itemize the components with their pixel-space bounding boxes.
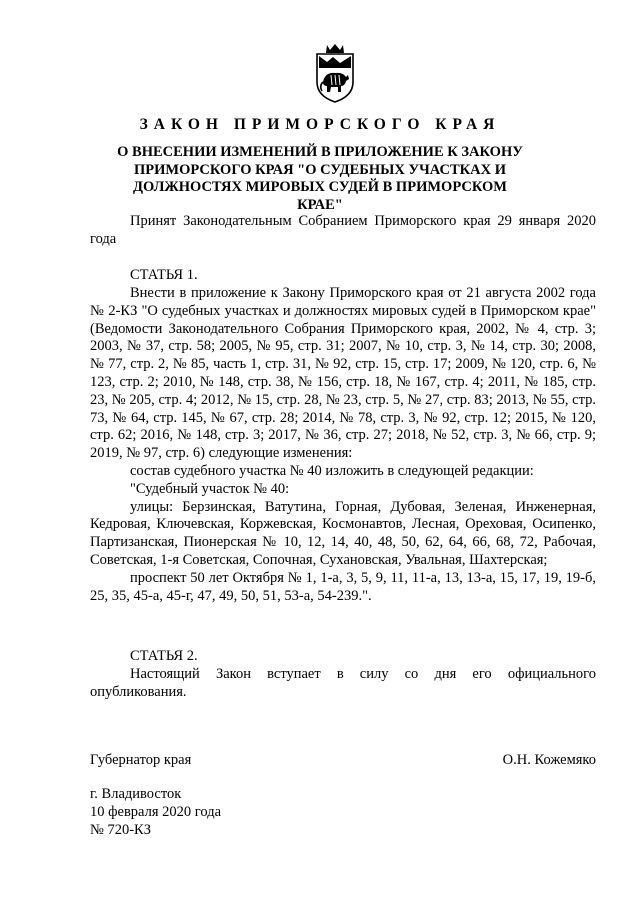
article-2-body: Настоящий Закон вступает в силу со дня его официального опубликования. (90, 666, 596, 700)
adopted-statement: Принят Законодательным Собранием Приморского края 29 января 2020 года (90, 213, 596, 247)
document-footer (90, 786, 390, 839)
coat-of-arms-icon (313, 42, 357, 104)
article-1-paragraph: "Судебный участок № 40: (130, 480, 290, 497)
article-2-heading: СТАТЬЯ 2. (130, 648, 198, 664)
law-title: ЗАКОН ПРИМОРСКОГО КРАЯ (139, 116, 501, 133)
article-1-body (90, 285, 596, 605)
signatory-position: Губернатор края (90, 752, 192, 768)
article-1-paragraph: улицы: Берзинская, Ватутина, Горная, Дубовая, Зеленая, Инженерная, Кедровая, Ключевская, Коржевская, Космонавтов, Лесная, Ореховая, Осипенко, Партизанская, Пионерская № 10, 12, 14, 40, 48, 50, 62, 64, 66, 68, 72, Рабочая, Советская, 1-я Советская, Сопочная, Сухановская, Увальная, Шахтерская; (90, 498, 596, 568)
footer-city: г. Владивосток (90, 786, 182, 802)
footer-date: 10 февраля 2020 года (90, 803, 222, 820)
article-1-heading: СТАТЬЯ 1. (130, 267, 198, 283)
article-1-paragraph: Внести в приложение к Закону Приморского края от 21 августа 2002 года № 2-КЗ "О судебных участках и должностях мировых судей в Приморском крае" (Ведомости Законодательного Собрания Приморского края, 2002, № 4, стр. 3; 2003, № 37, стр. 58; 2005, № 95, стр. 31; 2007, № 10, стр. 3, № 14, стр. 30; 2008, № 77, стр. 2, № 85, часть 1, стр. 31, № 92, стр. 15, стр. 17; 2009, № 120, стр. 6, № 123, стр. 2; 2010, № 148, стр. 38, № 156, стр. 18, № 167, стр. 4; 2011, № 185, стр. 23, № 205, стр. 4; 2012, № 15, стр. 28, № 23, стр. 5, № 27, стр. 83; 2013, № 55, стр. 73, № 64, стр. 145, № 67, стр. 28; 2014, № 78, стр. 3, № 92, стр. 12; 2015, № 120, стр. 62; 2016, № 148, стр. 3; 2017, № 36, стр. 27; 2018, № 52, стр. 3, № 66, стр. 9; 2019, № 97, стр. 6) следующие изменения: (90, 285, 596, 462)
article-1-paragraph: состав судебного участка № 40 изложить в следующей редакции: (130, 462, 534, 479)
signature-block (90, 752, 596, 770)
law-name: О ВНЕСЕНИИ ИЗМЕНЕНИЙ В ПРИЛОЖЕНИЕ К ЗАКОНУ ПРИМОРСКОГО КРАЯ "О СУДЕБНЫХ УЧАСТКАХ И ДОЛЖНОСТЯХ МИРОВЫХ СУДЕЙ В ПРИМОРСКОМ КРАЕ" (117, 144, 523, 213)
article-1-paragraph: проспект 50 лет Октября № 1, 1-а, 3, 5, 9, 11, 11-а, 13, 13-а, 15, 17, 19, 19-б, 25, 35, 45-а, 45-г, 47, 49, 50, 51, 53-а, 54-239.". (90, 569, 596, 604)
footer-law-number: № 720-КЗ (90, 821, 151, 838)
signatory-name: О.Н. Кожемяко (502, 752, 596, 768)
